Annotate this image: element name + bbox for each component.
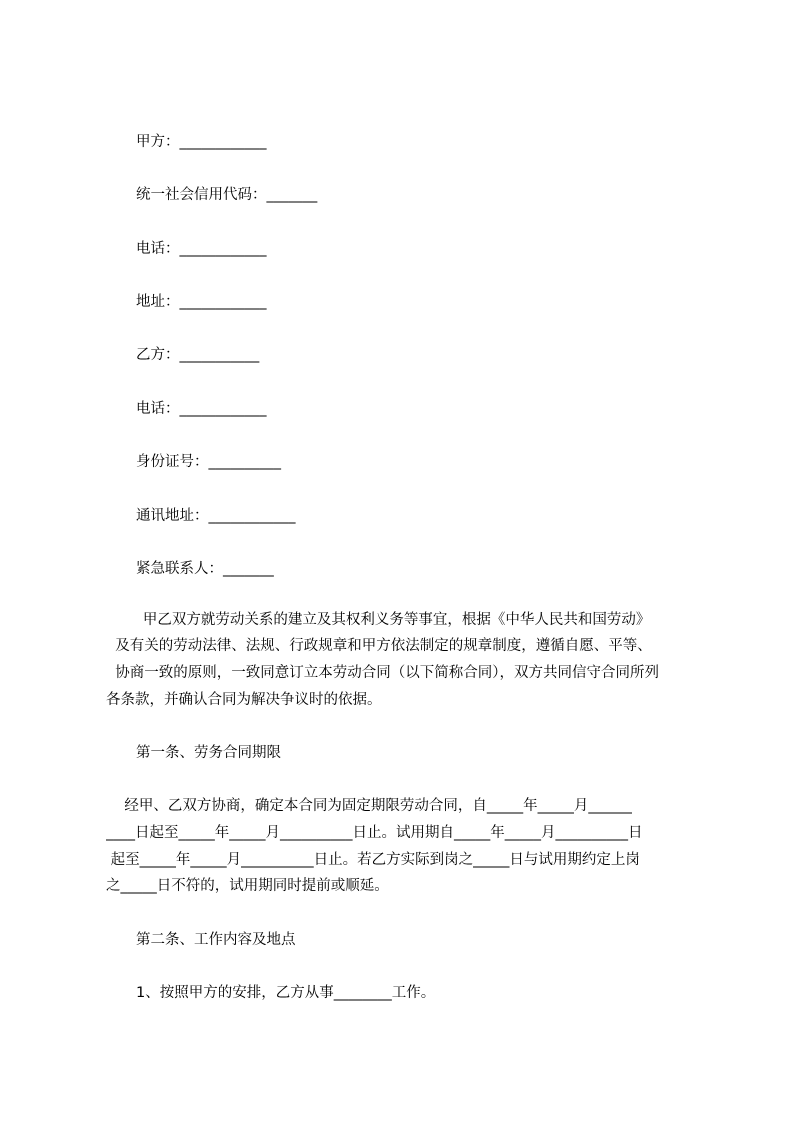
article-1-line: 经甲、乙双方协商，确定本合同为固定期限劳动合同，自_____年_____月______ bbox=[106, 798, 632, 814]
credit-code-field: 统一社会信用代码：_______ bbox=[136, 187, 318, 203]
article-1-line: ____日起至_____年_____月__________日止。试用期自_____年_____月__________日 bbox=[106, 825, 643, 841]
id-number-field: 身份证号：__________ bbox=[136, 454, 281, 470]
preamble-line: 甲乙双方就劳动关系的建立及其权利义务等事宜，根据《中华人民共和国劳动》 bbox=[106, 612, 651, 628]
party-a-address-field: 地址：____________ bbox=[136, 294, 267, 310]
emergency-contact-field: 紧急联系人：_______ bbox=[136, 561, 274, 577]
party-a-field: 甲方：____________ bbox=[136, 134, 267, 150]
preamble-line: 各条款，并确认合同为解决争议时的依据。 bbox=[106, 692, 382, 708]
article-1-line: 之_____日不符的，试用期同时提前或顺延。 bbox=[106, 878, 389, 894]
mailing-address-field: 通讯地址：____________ bbox=[136, 508, 296, 524]
party-b-field: 乙方：___________ bbox=[136, 347, 260, 363]
preamble-line: 及有关的劳动法律、法规、行政规章和甲方依法制定的规章制度，遵循自愿、平等、 bbox=[106, 638, 652, 654]
preamble-line: 协商一致的原则，一致同意订立本劳动合同（以下简称合同），双方共同信守合同所列 bbox=[106, 665, 659, 681]
party-b-phone-field: 电话：____________ bbox=[136, 401, 267, 417]
party-a-phone-field: 电话：____________ bbox=[136, 241, 267, 257]
article-2-heading: 第二条、工作内容及地点 bbox=[136, 932, 296, 948]
article-1-heading: 第一条、劳务合同期限 bbox=[136, 745, 281, 761]
article-1-line: 起至_____年_____月__________日止。若乙方实际到岗之_____日与试用期约定上岗 bbox=[106, 852, 640, 868]
article-2-item-1: 1、按照甲方的安排，乙方从事________工作。 bbox=[136, 985, 436, 1001]
